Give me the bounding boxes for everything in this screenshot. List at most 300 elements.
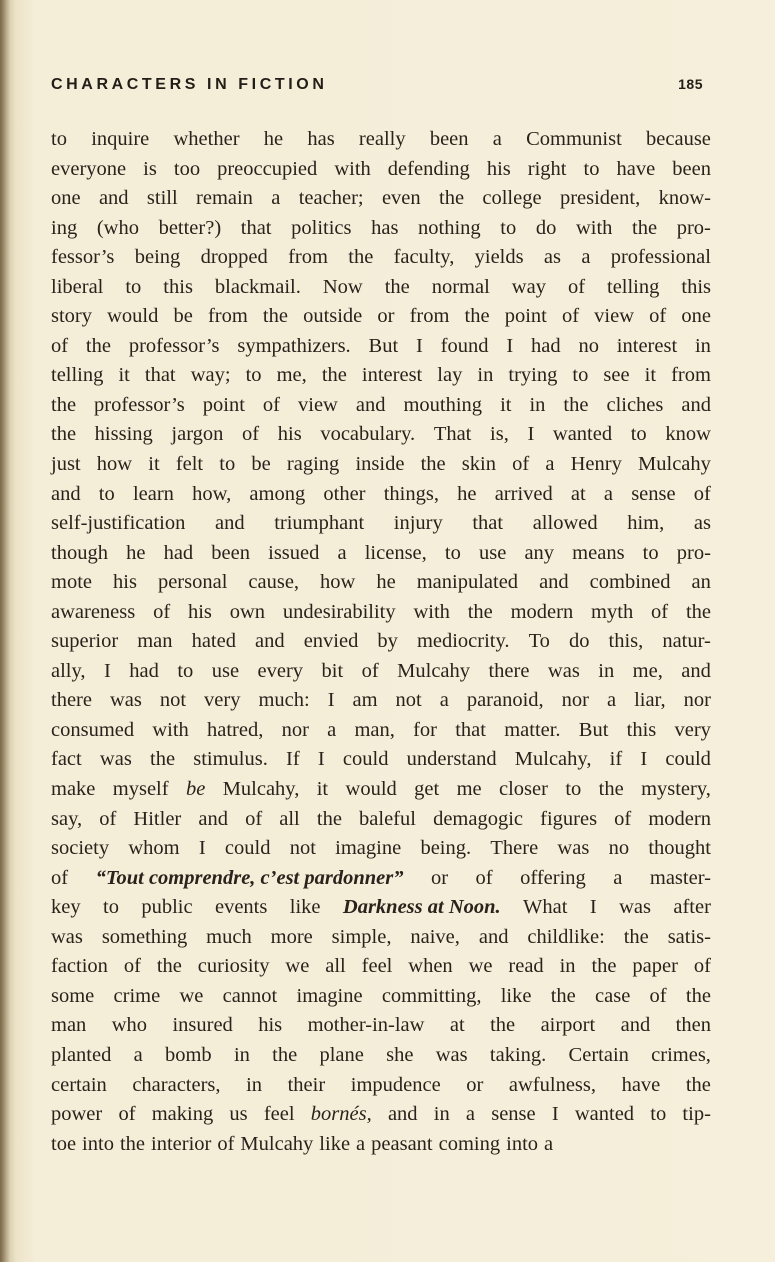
word: raging <box>286 453 340 476</box>
text-line <box>51 745 711 775</box>
word: to <box>565 778 582 801</box>
word: no <box>578 334 599 357</box>
word: myth <box>591 600 634 623</box>
word: offering <box>520 866 586 889</box>
word: bit <box>321 659 344 682</box>
word: have <box>616 157 656 180</box>
word: point <box>202 393 245 416</box>
page-header <box>51 76 703 102</box>
word: still <box>146 187 178 210</box>
word: to <box>98 482 115 505</box>
word: could <box>224 837 271 860</box>
word: learn <box>132 482 174 505</box>
word: wanted <box>552 423 613 446</box>
word: satis- <box>667 925 711 948</box>
word: the <box>316 807 342 830</box>
text-line <box>51 391 711 421</box>
word: I <box>327 689 335 712</box>
word: other <box>323 482 366 505</box>
word: to <box>630 423 647 446</box>
word: whether <box>173 128 240 150</box>
word: the <box>591 955 617 978</box>
word: modern <box>648 807 711 830</box>
word: if <box>609 748 623 771</box>
word: of <box>693 955 711 978</box>
word: Mulcahy <box>638 453 711 476</box>
word: Mulcahy <box>240 1132 314 1155</box>
text-line <box>51 302 711 332</box>
word: is <box>143 157 157 180</box>
word: like <box>289 896 321 919</box>
emphasized-word: be <box>185 778 206 801</box>
text-line <box>51 539 711 569</box>
word: ally, <box>51 659 86 682</box>
word: combined <box>589 571 671 594</box>
word: hissing <box>94 423 153 446</box>
word: being <box>134 246 181 269</box>
word: awfulness, <box>508 1073 597 1096</box>
word: has <box>307 128 335 150</box>
word: simple, <box>331 925 392 948</box>
word: coming <box>438 1132 501 1155</box>
word: (who <box>96 216 139 239</box>
text-line <box>51 805 711 835</box>
word: into <box>506 1132 539 1155</box>
word: triumphant <box>274 512 365 535</box>
word: closer <box>498 778 548 801</box>
word: at <box>449 1014 465 1037</box>
word: story <box>51 305 92 328</box>
word: as <box>543 246 561 269</box>
word: crimes, <box>651 1043 711 1066</box>
text-line <box>51 450 711 480</box>
word: I <box>527 423 535 446</box>
word: the <box>156 955 182 978</box>
word: he <box>457 482 477 505</box>
word: teacher; <box>298 187 364 210</box>
italic-phrase: “Tout comprendre, c’est pardonner” <box>95 866 404 889</box>
word: know <box>665 423 711 446</box>
word: would <box>345 778 397 801</box>
word: tip- <box>682 1103 711 1126</box>
word: of <box>217 1132 235 1155</box>
word: some <box>51 984 95 1007</box>
word: with <box>152 718 189 741</box>
word: that <box>240 216 272 239</box>
word: and <box>681 393 711 416</box>
word: by <box>377 630 398 653</box>
word: really <box>358 128 406 150</box>
word: there <box>488 659 530 682</box>
word: am <box>352 689 378 712</box>
word: to <box>500 216 517 239</box>
word: interior <box>151 1132 212 1155</box>
body-text <box>51 125 711 1159</box>
word: mother-in-law <box>307 1014 425 1037</box>
page-gutter-shadow <box>0 0 10 1262</box>
word: baleful <box>359 807 416 830</box>
word: see <box>603 364 630 387</box>
word: a <box>133 1043 143 1066</box>
word: matter. <box>504 718 561 741</box>
word: license, <box>364 541 427 564</box>
word: If <box>286 748 300 771</box>
word: of <box>361 659 379 682</box>
word: very <box>204 689 241 712</box>
word: jargon <box>171 423 224 446</box>
word: with <box>413 600 450 623</box>
word: into <box>82 1132 114 1155</box>
word: a <box>439 689 449 712</box>
word: and <box>98 187 129 210</box>
word: key <box>51 896 81 919</box>
word: skin <box>461 453 496 476</box>
word: that <box>472 512 504 535</box>
word: every <box>257 659 304 682</box>
word: then <box>675 1014 711 1037</box>
word: something <box>101 925 188 948</box>
page-number: 185 <box>678 76 703 92</box>
word: the <box>563 393 589 416</box>
word: liberal <box>51 275 104 298</box>
word: the <box>321 364 347 387</box>
word: do <box>535 216 557 239</box>
text-line <box>51 332 711 362</box>
word: was <box>547 659 580 682</box>
word: way <box>511 275 546 298</box>
word: president, <box>559 187 641 210</box>
word: been <box>429 128 469 150</box>
word: or <box>430 866 449 889</box>
word: fact <box>51 748 82 771</box>
word: was <box>557 837 590 860</box>
word: I <box>551 1103 559 1126</box>
word: a <box>356 1132 366 1155</box>
word: could <box>342 748 389 771</box>
word: his <box>277 423 302 446</box>
word: outside <box>303 305 363 328</box>
word: of <box>262 393 280 416</box>
word: of <box>99 807 117 830</box>
word: us <box>229 1103 248 1126</box>
word: more <box>270 925 313 948</box>
text-line <box>51 1011 711 1041</box>
word: taking. <box>489 1043 547 1066</box>
word: view <box>594 305 635 328</box>
word: among <box>249 482 306 505</box>
word: because <box>646 128 711 150</box>
word: man <box>137 630 173 653</box>
word: figures <box>540 807 598 830</box>
word: remain <box>196 187 253 210</box>
word: means <box>572 541 625 564</box>
word: how, <box>192 482 232 505</box>
word: we <box>179 984 204 1007</box>
word: and <box>255 630 285 653</box>
word: to <box>103 896 119 919</box>
word: understand <box>406 748 497 771</box>
word: not <box>395 689 422 712</box>
word: society <box>51 837 110 860</box>
word: get <box>414 778 440 801</box>
word: is, <box>490 423 509 446</box>
word: modern <box>510 600 574 623</box>
word: no <box>608 837 630 860</box>
word: nor <box>683 689 711 712</box>
word: he <box>376 571 396 594</box>
word: toe <box>51 1132 77 1155</box>
word: But <box>578 718 609 741</box>
text-line <box>51 1100 711 1130</box>
word: the <box>384 275 410 298</box>
word: do <box>568 630 590 653</box>
word: how <box>96 453 133 476</box>
word: mouthing <box>403 393 483 416</box>
word: interest <box>361 364 423 387</box>
word: it <box>316 778 329 801</box>
word: That <box>433 423 472 446</box>
word: point <box>504 305 547 328</box>
text-line <box>51 243 711 273</box>
word: his <box>113 571 137 594</box>
word: use <box>478 541 507 564</box>
word: planted <box>51 1043 112 1066</box>
word: in <box>694 334 711 357</box>
word: and <box>539 571 569 594</box>
word: To <box>528 630 550 653</box>
word: fessor’s <box>51 246 115 269</box>
word: public <box>141 896 193 919</box>
word: know- <box>658 187 711 210</box>
word: injury <box>393 512 443 535</box>
word: normal <box>431 275 490 298</box>
word: he <box>263 128 284 150</box>
word: an <box>691 571 711 594</box>
word: and <box>620 1014 651 1037</box>
word: view <box>298 393 338 416</box>
word: airport <box>540 1014 596 1037</box>
word: I <box>415 334 423 357</box>
word: thought <box>648 837 711 860</box>
word: in <box>233 1043 250 1066</box>
word: telling <box>51 364 104 387</box>
word: was <box>51 925 83 948</box>
word: the <box>623 925 649 948</box>
word: their <box>287 1073 326 1096</box>
word: who <box>111 1014 148 1037</box>
running-head: CHARACTERS IN FICTION <box>51 76 328 93</box>
word: I <box>506 334 514 357</box>
word: and <box>214 512 245 535</box>
word: him, <box>627 512 665 535</box>
word: of <box>614 807 632 830</box>
word: consumed <box>51 718 135 741</box>
word: power <box>51 1103 103 1126</box>
word: hatred, <box>207 718 264 741</box>
word: been <box>211 541 250 564</box>
word: I <box>104 659 111 682</box>
word: paper <box>632 955 678 978</box>
word: nothing <box>418 216 481 239</box>
word: yields <box>474 246 524 269</box>
word: say, <box>51 807 83 830</box>
word: making <box>151 1103 214 1126</box>
word: though <box>51 541 108 564</box>
word: characters, <box>132 1073 221 1096</box>
word: the <box>272 1043 298 1066</box>
word: was <box>109 689 142 712</box>
word: of <box>51 334 69 357</box>
word: whom <box>128 837 180 860</box>
text-line <box>51 982 711 1012</box>
word: cause, <box>248 571 300 594</box>
word: the <box>550 984 576 1007</box>
word: case <box>595 984 631 1007</box>
word: pro- <box>676 541 711 564</box>
word: awareness <box>51 600 136 623</box>
word: insured <box>172 1014 233 1037</box>
text-line <box>51 1071 711 1101</box>
text-line <box>51 568 711 598</box>
word: it <box>644 364 657 387</box>
text-line <box>51 834 711 864</box>
word: from <box>409 305 450 328</box>
word: professor’s <box>128 334 220 357</box>
word: mystery, <box>641 778 711 801</box>
word: have <box>621 1073 661 1096</box>
word: me <box>456 778 482 801</box>
word: personal <box>157 571 228 594</box>
word: just <box>51 453 81 476</box>
word: professor’s <box>94 393 185 416</box>
word: the <box>439 187 465 210</box>
word: bomb <box>164 1043 212 1066</box>
word: the <box>348 246 374 269</box>
word: Mulcahy <box>397 659 471 682</box>
word: cannot <box>222 984 278 1007</box>
word: man <box>51 1014 87 1037</box>
word: committing, <box>381 984 482 1007</box>
word: this, <box>608 630 644 653</box>
word: a <box>544 1132 554 1155</box>
word: one <box>681 305 711 328</box>
word: had <box>163 541 194 564</box>
word: mediocrity. <box>416 630 510 653</box>
word: I <box>317 748 325 771</box>
word: demagogic <box>433 807 524 830</box>
word: a <box>465 1103 476 1126</box>
word: the <box>51 423 77 446</box>
word: feel <box>361 955 393 978</box>
word: a <box>492 128 502 150</box>
word: But <box>368 334 399 357</box>
word: of <box>651 600 669 623</box>
word: in <box>477 364 494 387</box>
word: and <box>355 393 386 416</box>
word: had <box>129 659 159 682</box>
word: imagine <box>296 984 363 1007</box>
word: a <box>337 541 347 564</box>
word: things, <box>383 482 439 505</box>
word: the <box>598 778 624 801</box>
word: vocabulary. <box>320 423 416 446</box>
word: from <box>207 305 248 328</box>
word: his <box>258 1014 283 1037</box>
word: a <box>603 482 614 505</box>
word: crime <box>113 984 161 1007</box>
word: Certain <box>568 1043 629 1066</box>
word: of <box>118 1103 136 1126</box>
word: like <box>500 984 532 1007</box>
word: there <box>51 689 92 712</box>
text-line <box>51 716 711 746</box>
word: of <box>123 955 141 978</box>
word: to <box>125 275 142 298</box>
word: the <box>119 1132 145 1155</box>
word: the <box>150 748 176 771</box>
word: to <box>642 541 659 564</box>
text-line <box>51 627 711 657</box>
word: and <box>681 659 711 682</box>
word: I <box>589 896 597 919</box>
word: be <box>251 453 271 476</box>
word: this <box>626 718 657 741</box>
word: telling <box>607 275 660 298</box>
word: myself <box>112 778 169 801</box>
word: his <box>187 600 212 623</box>
text-line <box>51 1130 711 1160</box>
word: much: <box>258 689 310 712</box>
word: to <box>245 364 262 387</box>
word: was <box>99 748 132 771</box>
word: a <box>545 453 555 476</box>
word: nor <box>561 689 589 712</box>
word: imagine <box>335 837 402 860</box>
word: to <box>444 541 461 564</box>
word: manipulated <box>416 571 519 594</box>
word: nor <box>281 718 309 741</box>
word: the <box>632 216 658 239</box>
word: had <box>531 334 561 357</box>
word: being. <box>420 837 472 860</box>
word: better?) <box>158 216 222 239</box>
word: not <box>289 837 316 860</box>
word: of <box>153 600 171 623</box>
word: allowed <box>532 512 598 535</box>
word: from <box>288 246 328 269</box>
word: everyone <box>51 157 127 180</box>
word: way; <box>190 364 231 387</box>
word: too <box>173 157 201 180</box>
word: been <box>672 157 711 180</box>
word: the <box>85 334 111 357</box>
word: with <box>575 216 613 239</box>
text-line <box>51 923 711 953</box>
word: of <box>649 984 667 1007</box>
word: Communist <box>526 128 622 150</box>
word: much <box>206 925 252 948</box>
word: plane <box>319 1043 364 1066</box>
word: we <box>468 955 493 978</box>
word: curiosity <box>197 955 270 978</box>
word: interest <box>616 334 678 357</box>
word: preoccupied <box>217 157 318 180</box>
word: a <box>606 689 617 712</box>
word: and <box>478 925 509 948</box>
word: childlike: <box>527 925 605 948</box>
word: or <box>377 305 395 328</box>
word: Hitler <box>133 807 182 830</box>
